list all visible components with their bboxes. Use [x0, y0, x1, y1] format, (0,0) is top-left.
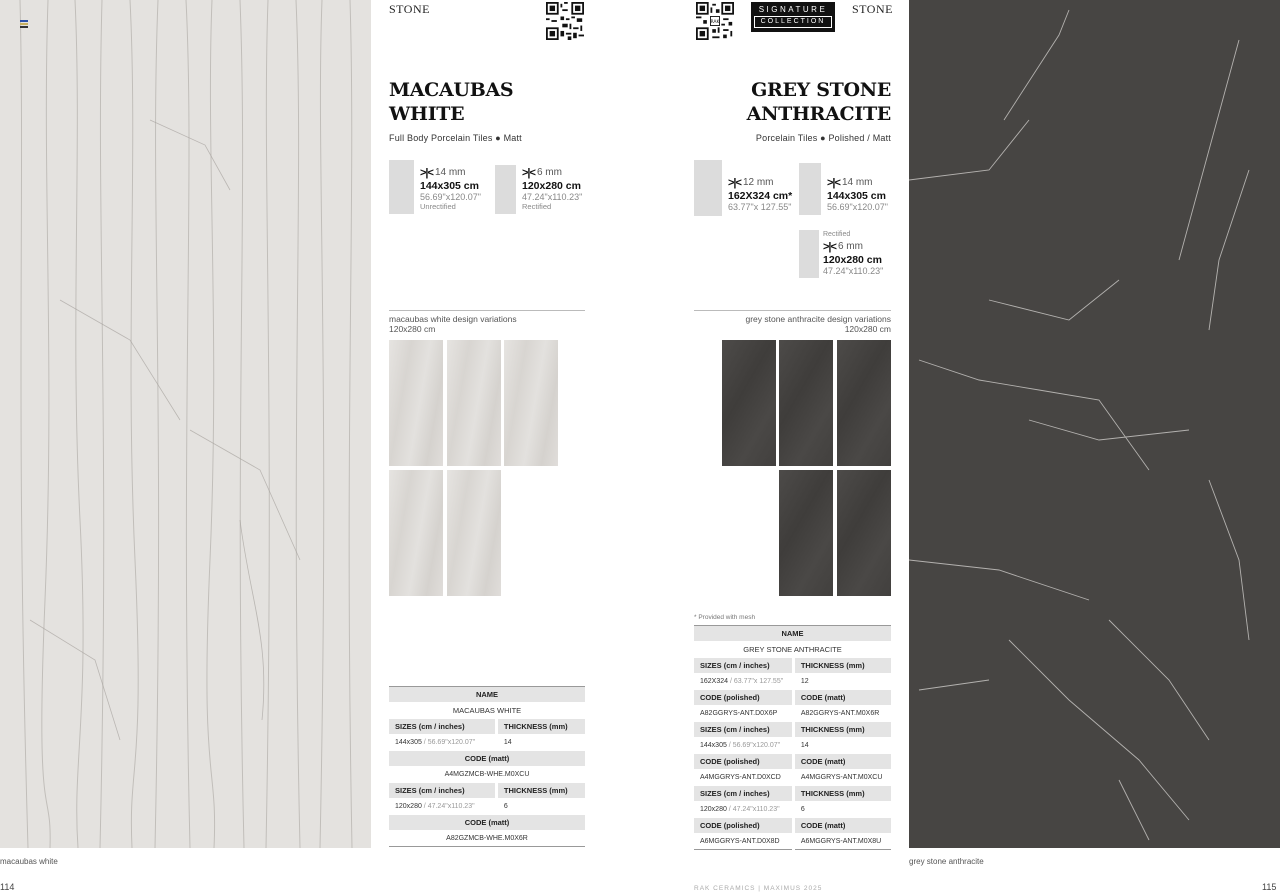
code-header: CODE (matt)	[389, 815, 585, 831]
design-variation-tile	[504, 340, 558, 466]
right-spec-14mm	[799, 163, 888, 215]
code-matt-cell: A82GGRYS-ANT.M0X6R	[793, 706, 891, 722]
code-polished-cell: A82GGRYS-ANT.D0X6P	[694, 706, 793, 722]
table-row	[694, 722, 891, 738]
size-in: / 63.77"x 127.55"	[728, 678, 784, 685]
right-qr-code[interactable]	[696, 2, 734, 40]
thickness-value: 14 mm	[841, 177, 873, 188]
table-row	[694, 738, 891, 754]
finish-note: Unrectified	[420, 202, 456, 211]
inches-value: 47.24"x110.23"	[823, 266, 884, 276]
grey-stone-anthracite-slab-image	[909, 0, 1280, 848]
table-row	[389, 703, 585, 719]
right-spec-6mm	[799, 230, 883, 278]
size-cm: 120x280	[395, 803, 422, 810]
design-variation-tile	[722, 340, 776, 466]
thickness-header: THICKNESS (mm)	[793, 786, 891, 802]
code-cell: A4MGZMCB-WHE.M0XCU	[389, 767, 585, 783]
table-row	[694, 754, 891, 770]
table-row	[389, 767, 585, 783]
left-variations-divider	[389, 310, 585, 311]
table-row	[694, 706, 891, 722]
size-value: 120x280 cm	[823, 254, 882, 266]
name-value: GREY STONE ANTHRACITE	[694, 642, 891, 658]
thickness-row	[420, 168, 481, 178]
right-product-title	[700, 78, 891, 126]
left-category-label: STONE	[389, 2, 430, 16]
design-variation-tile	[389, 340, 443, 466]
table-row	[389, 783, 585, 799]
variations-title: grey stone anthracite design variations	[745, 314, 891, 324]
thickness-header: THICKNESS (mm)	[793, 658, 891, 674]
table-row	[694, 674, 891, 690]
color-bars	[20, 20, 28, 29]
left-qr-code[interactable]	[546, 2, 584, 40]
thickness-value: 12 mm	[742, 177, 774, 188]
table-row	[389, 799, 585, 815]
thickness-header: THICKNESS (mm)	[793, 722, 891, 738]
macaubas-white-slab-image	[0, 0, 371, 848]
left-product-title	[389, 78, 513, 126]
size-in: / 56.69"x120.07"	[421, 739, 476, 746]
right-category-label: STONE	[852, 2, 893, 16]
table-row	[694, 642, 891, 658]
thickness-row	[522, 168, 582, 178]
design-variation-tile	[779, 470, 833, 596]
right-spec-12mm	[694, 160, 792, 216]
size-in: / 56.69"x120.07"	[726, 742, 781, 749]
right-spec-table	[694, 625, 891, 850]
collection-label: COLLECTION	[754, 16, 832, 28]
variations-size: 120x280 cm	[844, 324, 891, 334]
table-row	[694, 818, 891, 834]
thickness-header: THICKNESS (mm)	[496, 783, 585, 799]
size-value: 162X324 cm*	[728, 190, 793, 202]
spec-info	[827, 163, 888, 215]
code-matt-header: CODE (matt)	[793, 690, 891, 706]
code-matt-header: CODE (matt)	[793, 818, 891, 834]
thickness-cell: 12	[793, 674, 891, 690]
size-in: / 47.24"x110.23"	[726, 806, 780, 813]
code-polished-header: CODE (polished)	[694, 690, 793, 706]
color-bar-blue	[20, 20, 28, 22]
size-value: 144x305 cm	[420, 180, 479, 192]
qr-code-icon	[546, 2, 584, 40]
tile-thumb	[389, 160, 414, 214]
title-line-1: MACAUBAS	[389, 79, 514, 101]
code-polished-header: CODE (polished)	[694, 818, 793, 834]
thickness-row	[827, 178, 888, 188]
code-matt-cell: A6MGGRYS-ANT.M0X8U	[793, 834, 891, 850]
thickness-icon: >|<	[522, 167, 535, 179]
design-variation-tile	[447, 470, 501, 596]
sizes-header: SIZES (cm / inches)	[694, 722, 793, 738]
tile-thumb	[799, 163, 821, 215]
thickness-icon: >|<	[827, 177, 840, 189]
table-row	[694, 658, 891, 674]
left-spec-table	[389, 686, 585, 847]
sizes-header: SIZES (cm / inches)	[389, 783, 496, 799]
size-value: 120x280 cm	[522, 180, 581, 192]
mesh-footnote: * Provided with mesh	[694, 614, 756, 621]
tile-thumb	[495, 165, 516, 214]
size-cell	[694, 674, 793, 690]
thickness-value: 14 mm	[434, 167, 466, 178]
size-cm: 120x280	[700, 806, 727, 813]
table-row	[389, 687, 585, 703]
table-row	[389, 735, 585, 751]
table-row	[694, 802, 891, 818]
tile-thumb	[694, 160, 722, 216]
rectified-note: Rectified	[823, 231, 851, 238]
table-row	[694, 770, 891, 786]
size-cell	[694, 802, 793, 818]
table-row	[389, 815, 585, 831]
title-line-1: GREY STONE	[751, 79, 891, 101]
title-line-2: WHITE	[389, 103, 465, 125]
thickness-value: 6 mm	[536, 167, 562, 178]
marble-veins-light	[0, 0, 371, 848]
thickness-row	[823, 242, 883, 252]
color-bar-dark	[20, 26, 28, 28]
variations-size: 120x280 cm	[389, 324, 436, 334]
design-variation-tile	[389, 470, 443, 596]
name-value: MACAUBAS WHITE	[389, 703, 585, 719]
qr-code-icon	[696, 2, 734, 40]
left-page-number: 114	[0, 882, 15, 892]
name-header: NAME	[389, 687, 585, 703]
signature-collection-badge	[751, 2, 835, 32]
size-cm: 144x305	[395, 739, 422, 746]
left-image-caption: macaubas white	[0, 857, 58, 866]
size-value: 144x305 cm	[827, 190, 886, 202]
left-spec-14mm	[389, 160, 481, 214]
table-row	[694, 786, 891, 802]
table-row	[389, 751, 585, 767]
finish-note: Rectified	[522, 202, 552, 211]
code-cell: A82GZMCB-WHE.M0X6R	[389, 831, 585, 847]
thickness-icon: >|<	[420, 167, 433, 179]
table-row	[694, 834, 891, 850]
inches-value: 56.69"x120.07"	[827, 202, 888, 212]
design-variation-tile	[447, 340, 501, 466]
code-polished-cell: A6MGGRYS-ANT.D0X8D	[694, 834, 793, 850]
thickness-icon: >|<	[823, 241, 836, 253]
spec-info	[420, 160, 481, 214]
qr-logo-text: RAK	[710, 19, 720, 25]
thickness-icon: >|<	[728, 177, 741, 189]
code-matt-cell: A4MGGRYS-ANT.M0XCU	[793, 770, 891, 786]
variations-title: macaubas white design variations	[389, 314, 517, 324]
design-variation-tile	[837, 470, 891, 596]
code-header: CODE (matt)	[389, 751, 585, 767]
thickness-row	[728, 178, 792, 188]
right-variations-divider	[694, 310, 891, 311]
inches-value: 47.24"x110.23"	[522, 192, 583, 202]
tile-thumb	[799, 230, 819, 278]
table-row	[694, 626, 891, 642]
title-line-2: ANTHRACITE	[746, 103, 891, 125]
left-spec-6mm	[495, 165, 582, 214]
marble-veins-dark	[909, 0, 1280, 848]
thickness-header: THICKNESS (mm)	[496, 719, 585, 735]
code-matt-header: CODE (matt)	[793, 754, 891, 770]
left-subtitle: Full Body Porcelain Tiles ● Matt	[389, 133, 522, 143]
table-row	[389, 719, 585, 735]
right-variations-label	[694, 314, 891, 334]
spec-info	[522, 165, 582, 214]
table-row	[694, 690, 891, 706]
footer-brand: RAK CERAMICS | MAXIMUS 2025	[694, 885, 823, 892]
thickness-cell: 14	[496, 735, 585, 751]
left-variations-label	[389, 314, 517, 334]
size-cm: 144x305	[700, 742, 727, 749]
design-variation-tile	[837, 340, 891, 466]
size-cell	[694, 738, 793, 754]
sizes-header: SIZES (cm / inches)	[694, 658, 793, 674]
size-cm: 162X324	[700, 678, 729, 685]
color-bar-gold	[20, 23, 28, 25]
thickness-cell: 6	[793, 802, 891, 818]
design-variation-tile	[779, 340, 833, 466]
right-image-caption: grey stone anthracite	[909, 857, 984, 866]
inches-value: 63.77"x 127.55"	[728, 202, 792, 212]
thickness-cell: 14	[793, 738, 891, 754]
table-row	[389, 831, 585, 847]
sizes-header: SIZES (cm / inches)	[389, 719, 496, 735]
name-header: NAME	[694, 626, 891, 642]
inches-value: 56.69"x120.07"	[420, 192, 481, 202]
spec-info	[728, 160, 792, 216]
thickness-value: 6 mm	[837, 241, 863, 252]
size-in: / 47.24"x110.23"	[421, 803, 475, 810]
sizes-header: SIZES (cm / inches)	[694, 786, 793, 802]
size-cell	[389, 799, 496, 815]
size-cell	[389, 735, 496, 751]
signature-label: SIGNATURE	[758, 5, 828, 14]
code-polished-cell: A4MGGRYS-ANT.D0XCD	[694, 770, 793, 786]
thickness-cell: 6	[496, 799, 585, 815]
right-subtitle: Porcelain Tiles ● Polished / Matt	[755, 133, 891, 143]
right-page-number: 115	[1262, 882, 1277, 892]
code-polished-header: CODE (polished)	[694, 754, 793, 770]
spec-info	[823, 230, 883, 278]
